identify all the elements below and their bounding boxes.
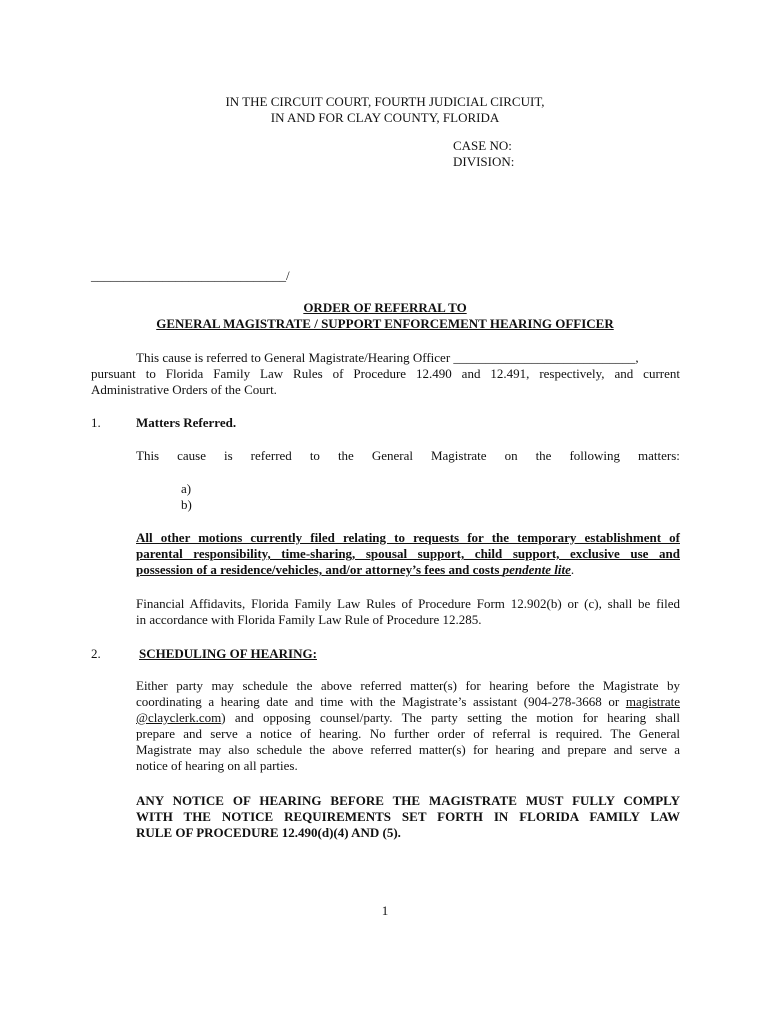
word: cause xyxy=(177,448,206,463)
intro-line-1: This cause is referred to General Magistrate/Hearing Officer ____________________________, xyxy=(136,350,639,365)
case-no-label: CASE NO: xyxy=(453,138,512,153)
page-number: 1 xyxy=(381,903,389,918)
magistrate-email-link-domain[interactable]: @clayclerk.com xyxy=(136,710,222,725)
intro-line-2: pursuant to Florida Family Law Rules of Procedure 12.490 and 12.491, respectively, and current xyxy=(91,366,680,381)
scheduling-line-1: Either party may schedule the above referred matter(s) for hearing before the Magistrate by xyxy=(136,678,680,693)
motions-line-1: All other motions currently filed relating to requests for the temporary establishment of xyxy=(136,530,680,545)
other-motions-paragraph xyxy=(136,530,680,578)
motions-line-3-text: possession of a residence/vehicles, and/or attorney’s fees and costs xyxy=(136,562,503,577)
matters-list xyxy=(181,481,192,513)
caption-line: ______________________________/ xyxy=(91,268,290,283)
list-item-b: b) xyxy=(181,497,192,512)
scheduling-paragraph xyxy=(136,678,680,774)
financial-affidavits-paragraph xyxy=(136,596,680,628)
word: This xyxy=(136,448,160,463)
scheduling-line-6: notice of hearing on all parties. xyxy=(136,758,298,773)
affidavits-line-2: in accordance with Florida Family Law Rule of Procedure 12.285. xyxy=(136,612,482,627)
division-label: DIVISION: xyxy=(453,154,515,169)
case-info xyxy=(453,138,514,170)
section-1-heading: Matters Referred. xyxy=(136,415,237,430)
list-item-a: a) xyxy=(181,481,192,496)
pendente-lite-text: pendente lite xyxy=(502,562,571,577)
word: referred xyxy=(250,448,292,463)
court-line-2: IN AND FOR CLAY COUNTY, FLORIDA xyxy=(270,110,500,125)
word: General xyxy=(371,448,413,463)
scheduling-line-2-text: coordinating a hearing date and time with the Magistrate’s assistant (904-278-3668 or xyxy=(136,694,626,709)
scheduling-line-4: prepare and serve a notice of hearing. No further order of referral is required. The General xyxy=(136,726,680,741)
word: following xyxy=(569,448,621,463)
magistrate-email-link[interactable]: magistrate xyxy=(625,694,680,709)
section-1-number: 1. xyxy=(91,415,101,430)
title-line-1: ORDER OF REFERRAL TO xyxy=(303,300,467,315)
scheduling-line-3 xyxy=(136,710,680,726)
title-line-2: GENERAL MAGISTRATE / SUPPORT ENFORCEMENT HEARING OFFICER xyxy=(156,316,614,331)
motions-line-3 xyxy=(136,562,680,578)
affidavits-line-1: Financial Affidavits, Florida Family Law Rules of Procedure Form 12.902(b) or (c), shall be filed xyxy=(136,596,680,611)
scheduling-line-3-text: ) and opposing counsel/party. The party setting the motion for hearing shall xyxy=(221,710,680,725)
scheduling-line-5: Magistrate may also schedule the above referred matter(s) for hearing and prepare and serve a xyxy=(136,742,680,757)
word: is xyxy=(224,448,233,463)
word: on xyxy=(504,448,518,463)
motions-line-2: parental responsibility, time-sharing, spousal support, child support, exclusive use and xyxy=(136,546,680,561)
word: the xyxy=(337,448,354,463)
court-header xyxy=(0,94,770,126)
intro-line-3: Administrative Orders of the Court. xyxy=(91,382,277,397)
scheduling-line-2 xyxy=(136,694,680,710)
section-2-heading: SCHEDULING OF HEARING: xyxy=(139,646,317,661)
intro-paragraph xyxy=(91,350,680,398)
notice-warning xyxy=(136,793,680,841)
order-title xyxy=(0,300,770,332)
court-line-1: IN THE CIRCUIT COURT, FOURTH JUDICIAL CIRCUIT, xyxy=(225,94,545,109)
word: the xyxy=(535,448,552,463)
notice-line-3: RULE OF PROCEDURE 12.490(d)(4) AND (5). xyxy=(136,825,401,840)
section-2-number: 2. xyxy=(91,646,101,661)
notice-line-1: ANY NOTICE OF HEARING BEFORE THE MAGISTRATE MUST FULLY COMPLY xyxy=(136,793,680,808)
notice-line-2: WITH THE NOTICE REQUIREMENTS SET FORTH IN FLORIDA FAMILY LAW xyxy=(136,809,680,824)
referral-sentence xyxy=(136,448,680,464)
motions-line-3-end: . xyxy=(570,562,575,577)
word: matters: xyxy=(638,448,680,463)
word: Magistrate xyxy=(430,448,487,463)
word: to xyxy=(309,448,320,463)
